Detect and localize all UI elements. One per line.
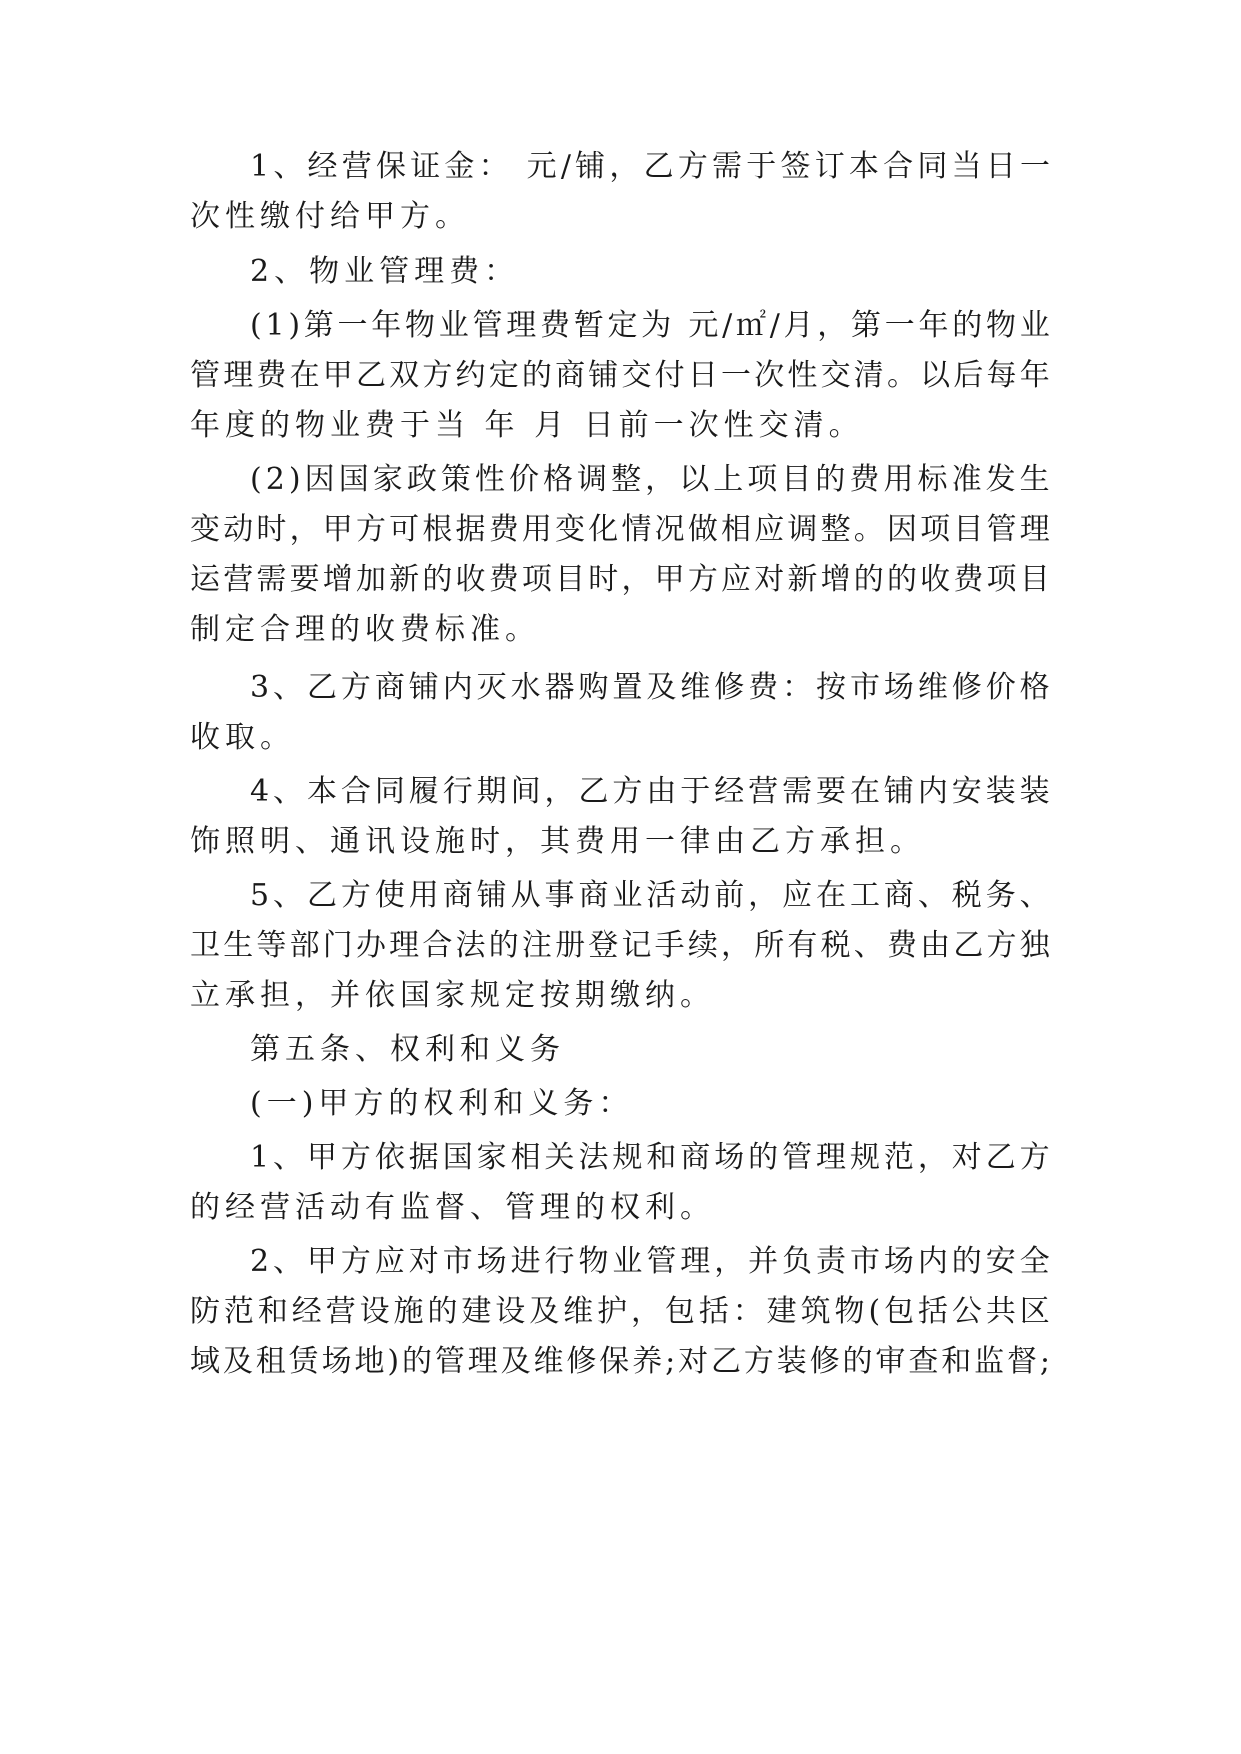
text-line: 1 、 经 营 保 证 金 ： 元 / 铺 ， 乙 方 需 于 签 订 本 合 同 当 日 一 — [250, 149, 1050, 184]
text-line: 2 、 甲 方 应 对 市 场 进 行 物 业 管 理 ， 并 负 责 市 场 内 的 安 全 — [250, 1244, 1050, 1279]
text-line: ( 1 ) 第 一 年 物 业 管 理 费 暂 定 为 元 / ㎡ / 月 ， 第 一 年 的 物 业 — [250, 308, 1050, 343]
text-line: 饰照明、通讯设施时，其费用一律由乙方承担。 — [190, 824, 925, 859]
text-line: 运 营 需 要 增 加 新 的 收 费 项 目 时 ， 甲 方 应 对 新 增 的 的 收 费 项 目 — [190, 562, 1050, 597]
text-line: 2、物业管理费： — [250, 254, 520, 289]
subsection-heading: (一)甲方的权利和义务： — [250, 1086, 634, 1121]
text-line: 管 理 费 在 甲 乙 双 方 约 定 的 商 铺 交 付 日 一 次 性 交 清 。 以 后 每 年 — [190, 358, 1050, 393]
text-line: 制定合理的收费标准。 — [190, 612, 540, 647]
section-heading: 第五条、权利和义务 — [250, 1032, 565, 1067]
text-line: 变 动 时 ， 甲 方 可 根 据 费 用 变 化 情 况 做 相 应 调 整 。 因 项 目 管 理 — [190, 512, 1050, 547]
text-line: 域 及 租 赁 场 地 ) 的 管 理 及 维 修 保 养 ; 对 乙 方 装 修 的 审 查 和 监 督 ; — [190, 1344, 1050, 1379]
text-line: 3 、 乙 方 商 铺 内 灭 水 器 购 置 及 维 修 费 ： 按 市 场 维 修 价 格 — [250, 670, 1050, 705]
text-line: 立承担，并依国家规定按期缴纳。 — [190, 978, 715, 1013]
text-line: 卫 生 等 部 门 办 理 合 法 的 注 册 登 记 手 续 ， 所 有 税 、 费 由 乙 方 独 — [190, 928, 1050, 963]
text-line: 收取。 — [190, 720, 295, 755]
text-line: 1 、 甲 方 依 据 国 家 相 关 法 规 和 商 场 的 管 理 规 范 ， 对 乙 方 — [250, 1140, 1050, 1175]
text-line: 次性缴付给甲方。 — [190, 199, 470, 234]
text-line: 5 、 乙 方 使 用 商 铺 从 事 商 业 活 动 前 ， 应 在 工 商 、 税 务 、 — [250, 878, 1050, 913]
text-line: 防 范 和 经 营 设 施 的 建 设 及 维 护 ， 包 括 ： 建 筑 物 ( 包 括 公 共 区 — [190, 1294, 1050, 1329]
text-line: ( 2 ) 因 国 家 政 策 性 价 格 调 整 ， 以 上 项 目 的 费 用 标 准 发 生 — [250, 462, 1050, 497]
text-line: 年度的物业费于当 年 月 日前一次性交清。 — [190, 408, 864, 443]
text-line: 的经营活动有监督、管理的权利。 — [190, 1190, 715, 1225]
text-line: 4 、 本 合 同 履 行 期 间 ， 乙 方 由 于 经 营 需 要 在 铺 内 安 装 装 — [250, 774, 1050, 809]
